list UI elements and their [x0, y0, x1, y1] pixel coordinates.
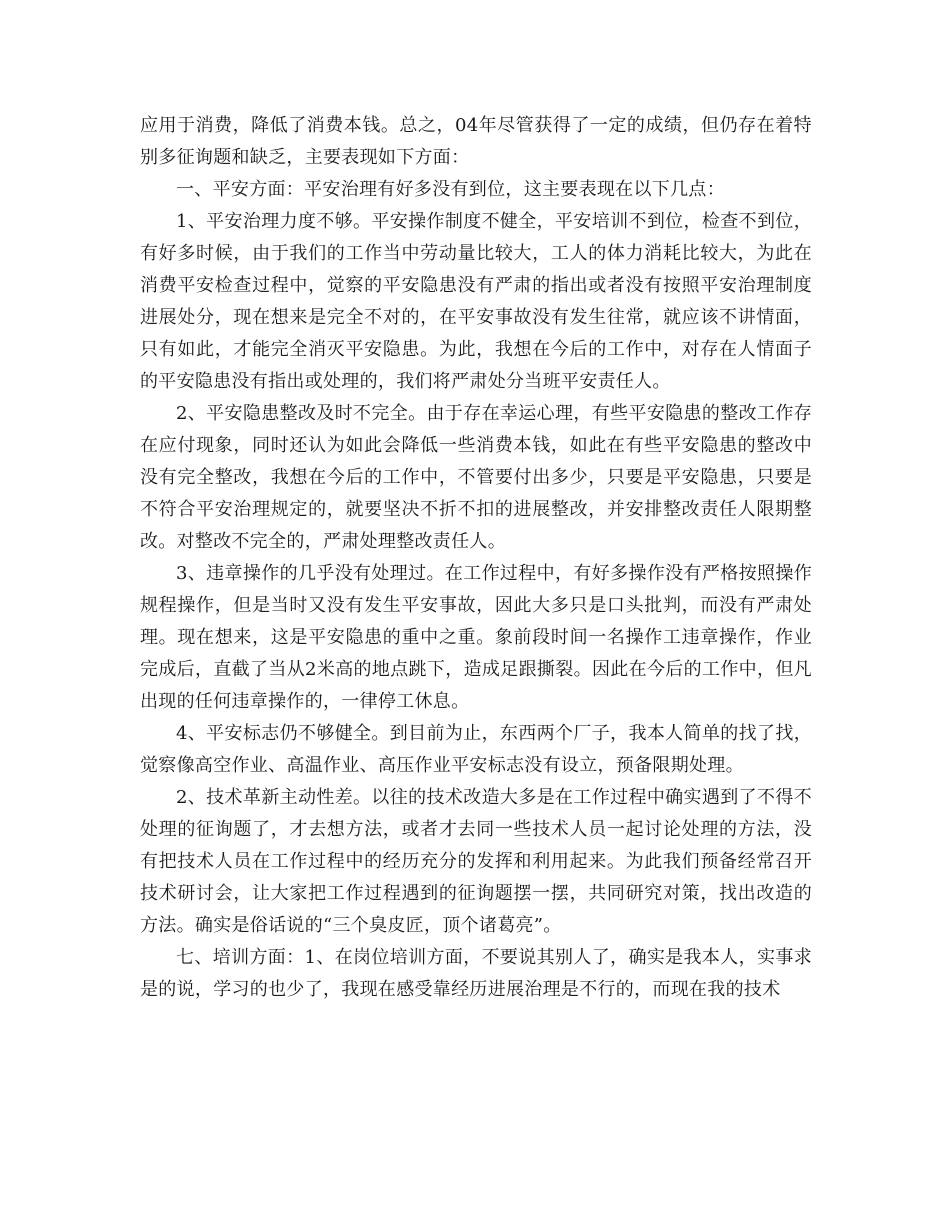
paragraph-safety-signs: 4、平安标志仍不够健全。到目前为止，东西两个厂子，我本人简单的找了找，觉察像高空作业、高温作业、高压作业平安标志没有设立，预备限期处理。 [140, 723, 812, 776]
document-body [140, 110, 812, 1006]
paragraph-hazard-rectification: 2、平安隐患整改及时不完全。由于存在幸运心理，有些平安隐患的整改工作存在应付现象，同时还认为如此会降低一些消费本钱，如此在有些平安隐患的整改中没有完全整改，我想在今后的工作中，不管要付出多少，只要是平安隐患，只要是不符合平安治理规定的，就要坚决不折不扣的进展整改，并安排整改责任人限期整改。对整改不完全的，严肃处理整改责任人。 [140, 403, 812, 552]
paragraph-safety-management: 1、平安治理力度不够。平安操作制度不健全，平安培训不到位，检查不到位，有好多时候，由于我们的工作当中劳动量比较大，工人的体力消耗比较大，为此在消费平安检查过程中，觉察的平安隐患没有严肃的指出或者没有按照平安治理制度进展处分，现在想来是完全不对的，在平安事故没有发生往常，就应该不讲情面，只有如此，才能完全消灭平安隐患。为此，我想在今后的工作中，对存在人情面子的平安隐患没有指出或处理的，我们将严肃处分当班平安责任人。 [140, 211, 812, 392]
paragraph-intro-continuation: 应用于消费，降低了消费本钱。总之，04年尽管获得了一定的成绩，但仍存在着特别多征询题和缺乏，主要表现如下方面： [140, 115, 812, 168]
paragraph-training: 七、培训方面：1、在岗位培训方面，不要说其别人了，确实是我本人，实事求是的说，学习的也少了，我现在感受靠经历进展治理是不行的，而现在我的技术 [140, 947, 812, 1000]
paragraph-safety-heading: 一、平安方面：平安治理有好多没有到位，这主要表现在以下几点： [176, 179, 725, 200]
paragraph-technical-innovation: 2、技术革新主动性差。以往的技术改造大多是在工作过程中确实遇到了不得不处理的征询题了，才去想方法，或者才去同一些技术人员一起讨论处理的方法，没有把技术人员在工作过程中的经历充分的发挥和利用起来。为此我们预备经常召开技术研讨会，让大家把工作过程遇到的征询题摆一摆，共同研究对策，找出改造的方法。确实是俗话说的“三个臭皮匠，顶个诸葛亮”。 [140, 787, 812, 936]
paragraph-violation-handling: 3、违章操作的几乎没有处理过。在工作过程中，有好多操作没有严格按照操作规程操作，但是当时又没有发生平安事故，因此大多只是口头批判，而没有严肃处理。现在想来，这是平安隐患的重中之重。象前段时间一名操作工违章操作，作业完成后，直截了当从2米高的地点跳下，造成足跟撕裂。因此在今后的工作中，但凡出现的任何违章操作的，一律停工休息。 [140, 563, 812, 712]
